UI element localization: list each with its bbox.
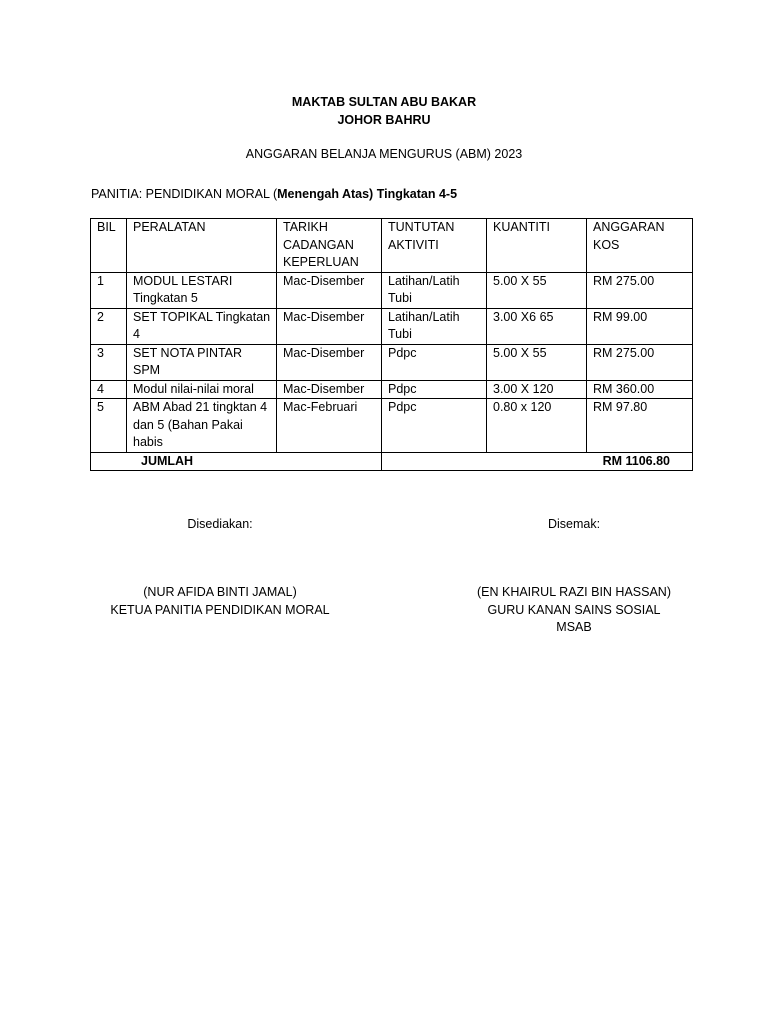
panitia-line <box>91 186 457 204</box>
cell-bil: 5 <box>91 399 127 453</box>
cell-kuantiti: 3.00 X6 65 <box>487 308 587 344</box>
panitia-level: Menengah Atas) <box>277 187 374 201</box>
column-header: TUNTUTAN AKTIVITI <box>382 219 487 273</box>
cell-bil: 1 <box>91 272 127 308</box>
cell-tuntutan: Pdpc <box>382 344 487 380</box>
school-city: JOHOR BAHRU <box>337 113 431 127</box>
table-row <box>91 380 693 399</box>
cell-kuantiti: 3.00 X 120 <box>487 380 587 399</box>
table-row <box>91 272 693 308</box>
cell-peralatan: SET NOTA PINTAR SPM <box>127 344 277 380</box>
cell-tarikh: Mac-Disember <box>277 308 382 344</box>
cell-peralatan: ABM Abad 21 tingktan 4 dan 5 (Bahan Pakai habis <box>127 399 277 453</box>
cell-peralatan: Modul nilai-nilai moral <box>127 380 277 399</box>
table-row <box>91 308 693 344</box>
cell-tarikh: Mac-Disember <box>277 380 382 399</box>
cell-kos: RM 275.00 <box>587 344 693 380</box>
column-header: KUANTITI <box>487 219 587 273</box>
total-row <box>91 452 693 471</box>
checked-by-title: GURU KANAN SAINS SOSIAL <box>487 602 661 617</box>
column-header: BIL <box>91 219 127 273</box>
cell-kos: RM 360.00 <box>587 380 693 399</box>
prepared-by-label: Disediakan: <box>187 517 253 531</box>
table-row <box>91 344 693 380</box>
cell-tuntutan: Latihan/Latih Tubi <box>382 272 487 308</box>
checked-by-name: (EN KHAIRUL RAZI BIN HASSAN) <box>476 585 671 599</box>
cell-peralatan: MODUL LESTARI Tingkatan 5 <box>127 272 277 308</box>
prepared-by-title: KETUA PANITIA PENDIDIKAN MORAL <box>110 602 330 617</box>
prepared-by-name: (NUR AFIDA BINTI JAMAL) <box>143 585 297 599</box>
cell-bil: 3 <box>91 344 127 380</box>
cell-tarikh: Mac-Disember <box>277 344 382 380</box>
total-label: JUMLAH <box>91 452 382 471</box>
checked-by-label: Disemak: <box>547 517 601 531</box>
panitia-form: Tingkatan 4-5 <box>373 187 458 201</box>
cell-tarikh: Mac-Februari <box>277 399 382 453</box>
cell-kuantiti: 5.00 X 55 <box>487 272 587 308</box>
document-subtitle: ANGGARAN BELANJA MENGURUS (ABM) 2023 <box>245 147 523 161</box>
table-row <box>91 399 693 453</box>
cell-kos: RM 97.80 <box>587 399 693 453</box>
cell-kos: RM 99.00 <box>587 308 693 344</box>
panitia-label: PANITIA: PENDIDIKAN MORAL ( <box>91 187 278 201</box>
cell-kuantiti: 0.80 x 120 <box>487 399 587 453</box>
cell-bil: 2 <box>91 308 127 344</box>
checked-by-block <box>444 584 704 637</box>
cell-tuntutan: Pdpc <box>382 399 487 453</box>
cell-bil: 4 <box>91 380 127 399</box>
column-header: ANGGARAN KOS <box>587 219 693 273</box>
column-header: PERALATAN <box>127 219 277 273</box>
cell-tuntutan: Latihan/Latih Tubi <box>382 308 487 344</box>
table-header-row <box>91 219 693 273</box>
cell-kos: RM 275.00 <box>587 272 693 308</box>
checked-by-org: MSAB <box>556 620 592 634</box>
cell-kuantiti: 5.00 X 55 <box>487 344 587 380</box>
column-header: TARIKH CADANGAN KEPERLUAN <box>277 219 382 273</box>
school-name: MAKTAB SULTAN ABU BAKAR <box>291 95 477 109</box>
cell-peralatan: SET TOPIKAL Tingkatan 4 <box>127 308 277 344</box>
prepared-by-block <box>90 584 350 619</box>
budget-table <box>90 218 693 471</box>
total-value: RM 1106.80 <box>382 452 693 471</box>
cell-tuntutan: Pdpc <box>382 380 487 399</box>
cell-tarikh: Mac-Disember <box>277 272 382 308</box>
